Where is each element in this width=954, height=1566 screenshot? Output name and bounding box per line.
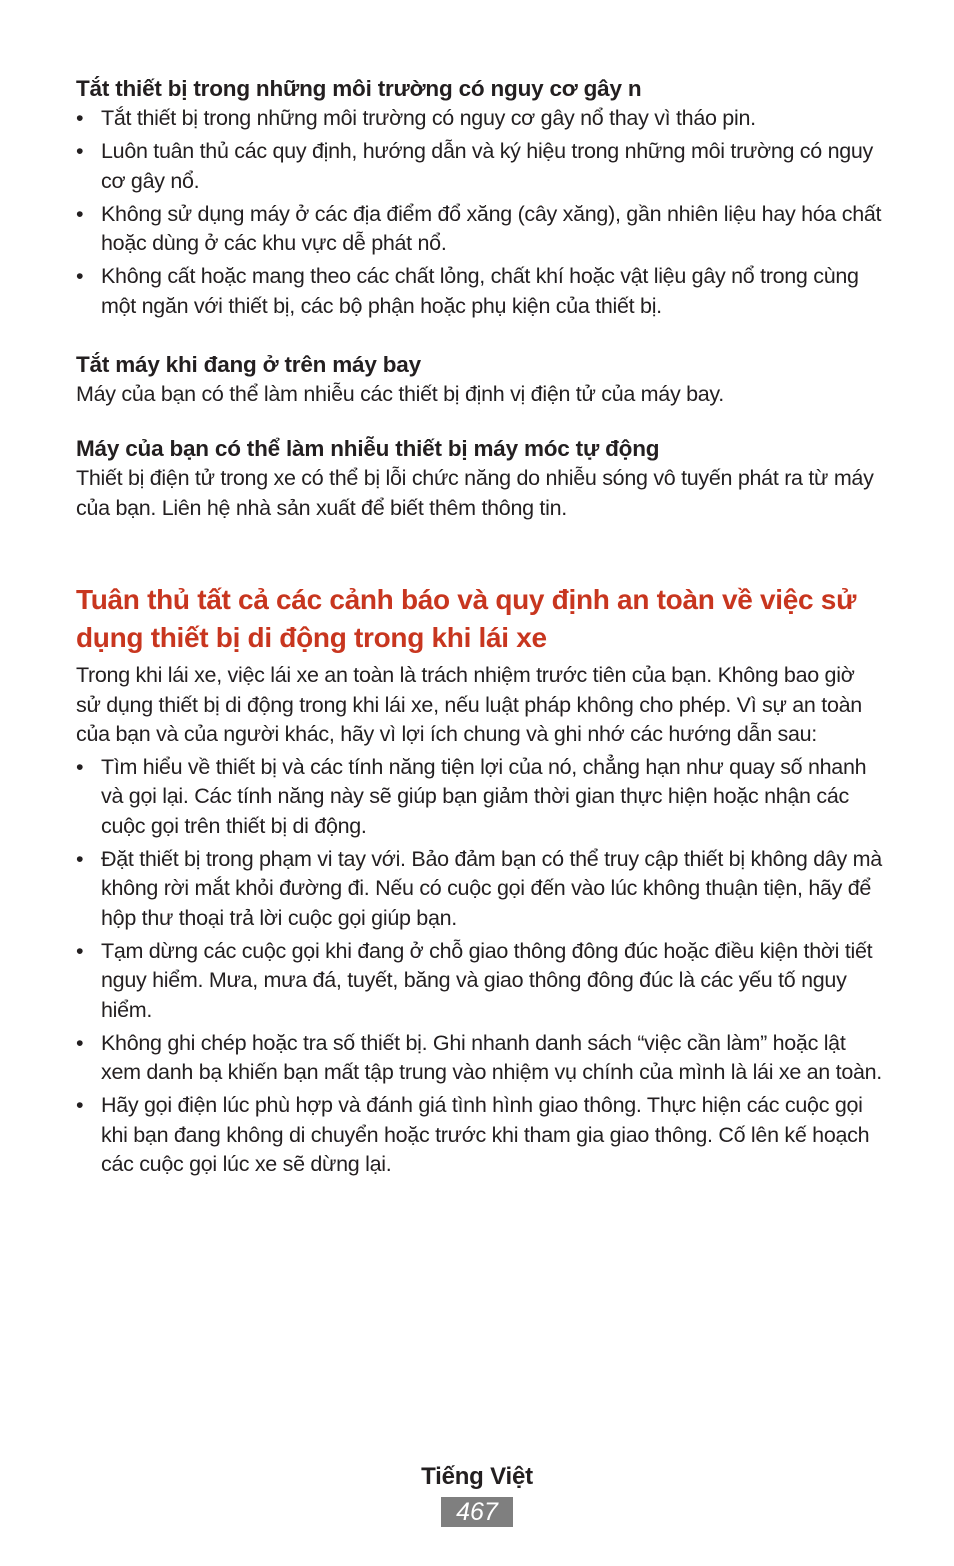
spacer	[76, 523, 882, 581]
bullet-icon: •	[76, 754, 84, 779]
section-text-vehicle: Thiết bị điện tử trong xe có thể bị lỗi chức năng do nhiễu sóng vô tuyến phát ra từ máy của bạn. Liên hệ nhà sản xuất để biết thêm thông tin.	[76, 466, 874, 520]
section-heading-vehicle: Máy của bạn có thể làm nhiễu thiết bị máy móc tự động	[76, 436, 660, 461]
list-item-text: Hãy gọi điện lúc phù hợp và đánh giá tình hình giao thông. Thực hiện các cuộc gọi khi bạn đang không di chuyển hoặc trước khi tham gia giao thông. Cố lên kế hoạch các cuộc gọi lúc xe sẽ dừng lại.	[101, 1093, 870, 1176]
page-number-badge: 467	[441, 1497, 513, 1527]
list-item	[76, 753, 882, 842]
list-item	[76, 137, 882, 196]
list-item-text: Không ghi chép hoặc tra số thiết bị. Ghi nhanh danh sách “việc cần làm” hoặc lật xem danh bạ khiến bạn mất tập trung vào nhiệm vụ chính của mình là lái xe an toàn.	[101, 1030, 882, 1084]
list-item	[76, 262, 882, 321]
bullet-icon: •	[76, 201, 84, 226]
bullet-icon: •	[76, 139, 84, 163]
list-item	[76, 200, 882, 259]
bullet-icon: •	[76, 846, 84, 871]
bullet-icon: •	[76, 264, 84, 288]
list-item-text: Luôn tuân thủ các quy định, hướng dẫn và ký hiệu trong những môi trường có nguy cơ gây nổ.	[101, 139, 874, 193]
bullet-list-explosive	[76, 104, 882, 321]
section-heading-explosive: Tắt thiết bị trong những môi trường có nguy cơ gây n	[76, 76, 642, 101]
list-item-text: Không sử dụng máy ở các địa điểm đổ xăng (cây xăng), gần nhiên liệu hay hóa chất hoặc dùng ở các khu vực dễ phát nổ.	[101, 201, 882, 255]
list-item-text: Tìm hiểu về thiết bị và các tính năng tiện lợi của nó, chẳng hạn như quay số nhanh và gọi lại. Các tính năng này sẽ giúp bạn giảm thời gian thực hiện hoặc nhận các cuộc gọi trên thiết bị di động.	[101, 754, 867, 838]
footer-language: Tiếng Việt	[421, 1463, 533, 1490]
intro-text-driving: Trong khi lái xe, việc lái xe an toàn là trách nhiệm trước tiên của bạn. Không bao giờ sử dụng thiết bị di động trong khi lái xe, nếu luật pháp không cho phép. Vì sự an toàn của bạn và của người khác, hãy vì lợi ích chung và ghi nhớ các hướng dẫn sau:	[76, 663, 862, 746]
bullet-icon: •	[76, 1093, 84, 1117]
bullet-icon: •	[76, 1030, 84, 1055]
list-item	[76, 937, 882, 1026]
list-item	[76, 845, 882, 934]
list-item	[76, 104, 882, 134]
list-item-text: Không cất hoặc mang theo các chất lỏng, chất khí hoặc vật liệu gây nổ trong cùng một ngăn với thiết bị, các bộ phận hoặc phụ kiện của thiết bị.	[101, 264, 859, 318]
spacer	[76, 409, 882, 434]
bullet-list-driving	[76, 753, 882, 1180]
page-footer	[0, 1462, 954, 1527]
list-item	[76, 1029, 882, 1088]
bullet-icon: •	[76, 938, 84, 963]
list-item-text: Đặt thiết bị trong phạm vi tay với. Bảo đảm bạn có thể truy cập thiết bị không dây mà không rời mắt khỏi đường đi. Nếu có cuộc gọi đến vào lúc không thuận tiện, hãy để hộp thư thoại trả lời cuộc gọi giúp bạn.	[101, 846, 882, 930]
bullet-icon: •	[76, 106, 84, 130]
section-text-airplane: Máy của bạn có thể làm nhiễu các thiết bị định vị điện tử của máy bay.	[76, 381, 724, 406]
major-heading-driving: Tuân thủ tất cả các cảnh báo và quy định an toàn về việc sử dụng thiết bị di động trong khi lái xe	[76, 584, 857, 653]
spacer	[76, 325, 882, 350]
list-item-text: Tạm dừng các cuộc gọi khi đang ở chỗ giao thông đông đúc hoặc điều kiện thời tiết nguy hiểm. Mưa, mưa đá, tuyết, băng và giao thông đông đúc là các yếu tố nguy hiểm.	[101, 938, 873, 1022]
page-content	[76, 74, 882, 1183]
list-item	[76, 1091, 882, 1180]
list-item-text: Tắt thiết bị trong những môi trường có nguy cơ gây nổ thay vì tháo pin.	[101, 106, 756, 130]
section-heading-airplane: Tắt máy khi đang ở trên máy bay	[76, 351, 421, 377]
